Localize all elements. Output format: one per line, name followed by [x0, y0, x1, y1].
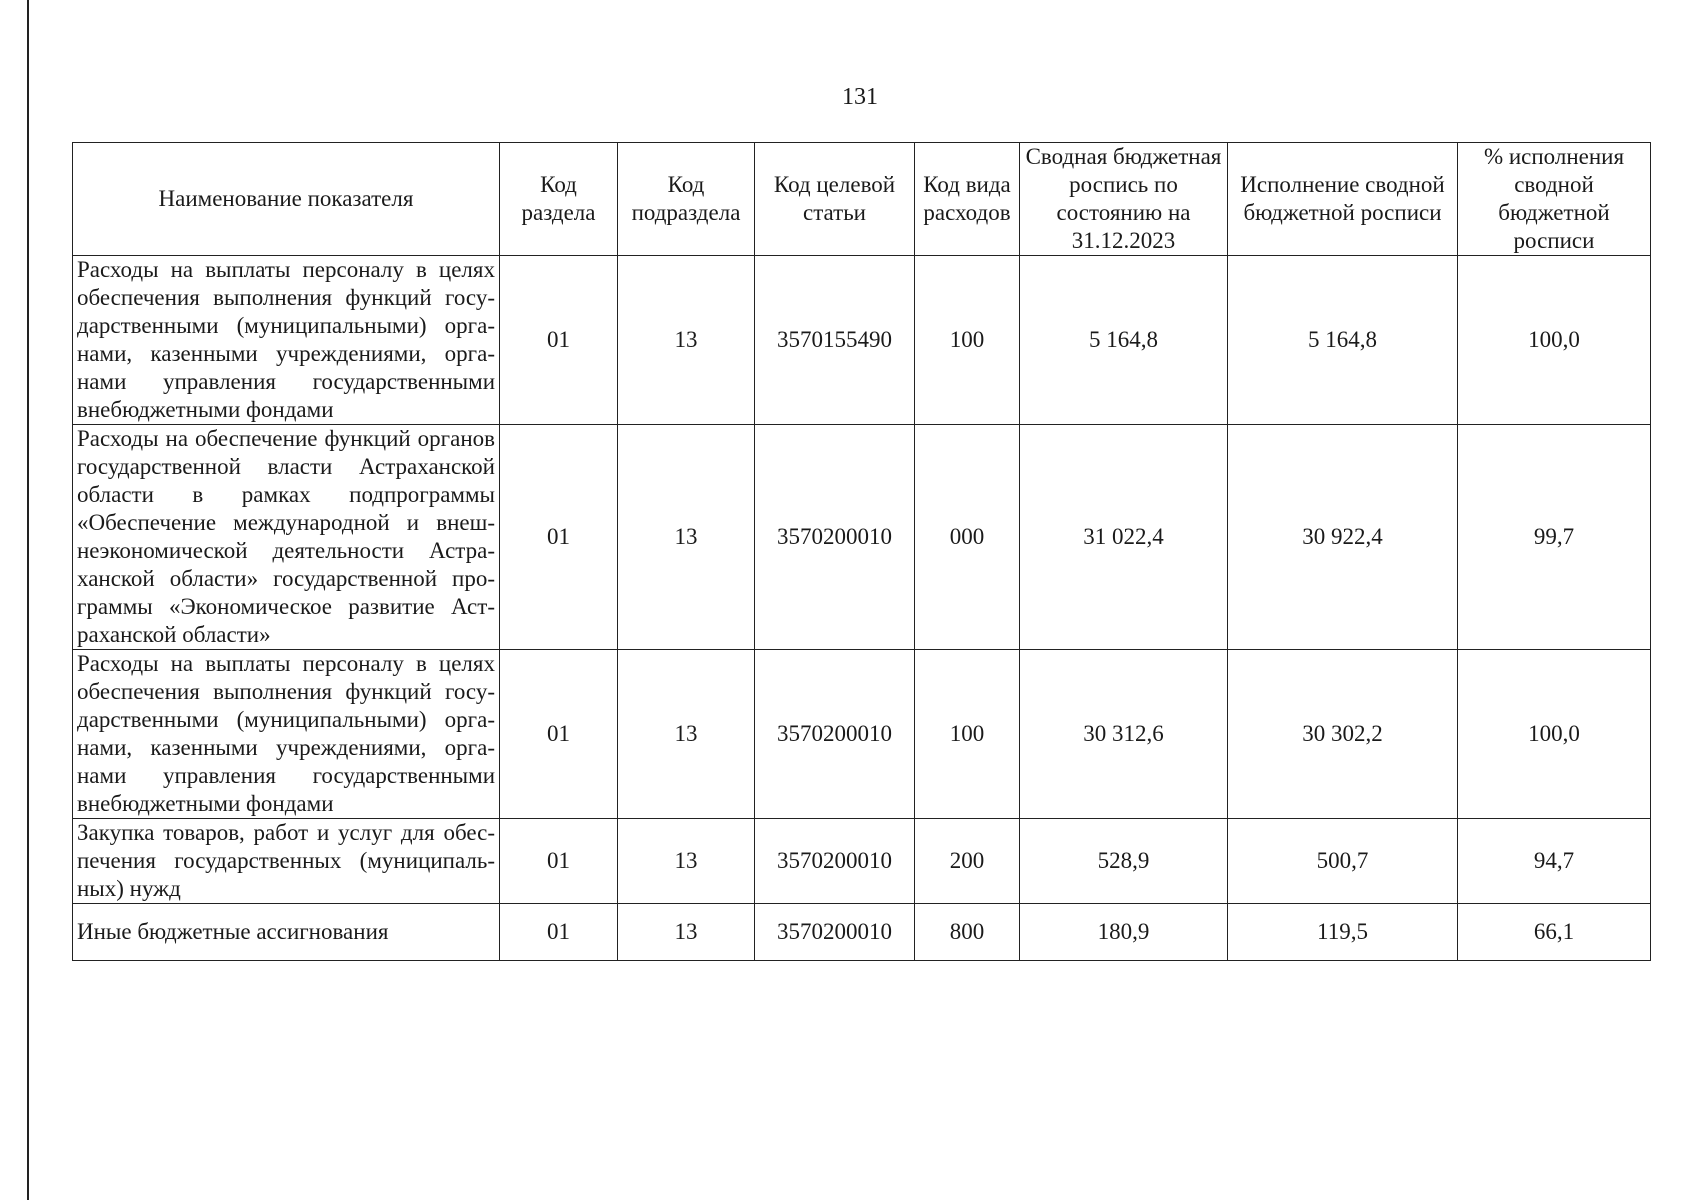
header-indicator-name: Наименование показателя: [73, 143, 500, 256]
table-header: [73, 143, 1651, 256]
row-budget-execution: 30 302,2: [1228, 650, 1458, 819]
header-budget-plan: Сводная бюджетная роспись по состоянию на 31.12.2023: [1020, 143, 1228, 256]
row-target-code: 3570200010: [755, 904, 915, 961]
row-budget-execution: 5 164,8: [1228, 256, 1458, 425]
header-target-code: Код целевой статьи: [755, 143, 915, 256]
row-budget-plan: 180,9: [1020, 904, 1228, 961]
row-indicator-name: Закупка товаров, работ и услуг для обеспечения государственных (муниципальных) нужд: [73, 819, 500, 904]
table-row: [73, 650, 1651, 819]
row-budget-plan: 31 022,4: [1020, 425, 1228, 650]
row-execution-percent: 94,7: [1458, 819, 1651, 904]
row-subsection-code: 13: [618, 650, 755, 819]
budget-execution-table: [72, 142, 1651, 961]
row-indicator-name: Расходы на выплаты персоналу в целях обеспечения выполнения функций государственными (муниципальными) органами, казенными учреждениями, органами управления государственными внебюджетными фондами: [73, 650, 500, 819]
row-target-code: 3570200010: [755, 425, 915, 650]
table-row: [73, 256, 1651, 425]
row-target-code: 3570200010: [755, 819, 915, 904]
row-execution-percent: 99,7: [1458, 425, 1651, 650]
header-expense-kind-code: Код вида расходов: [915, 143, 1020, 256]
row-budget-plan: 30 312,6: [1020, 650, 1228, 819]
row-target-code: 3570200010: [755, 650, 915, 819]
row-indicator-name: Расходы на выплаты персоналу в целях обеспечения выполнения функций государственными (муниципальными) органами, казенными учреждениями, органами управления государственными внебюджетными фондами: [73, 256, 500, 425]
header-section-code: Код раздела: [500, 143, 618, 256]
page-number: 131: [842, 84, 878, 110]
row-expense-kind-code: 200: [915, 819, 1020, 904]
page-margin-line: [27, 0, 29, 1200]
row-subsection-code: 13: [618, 256, 755, 425]
row-section-code: 01: [500, 819, 618, 904]
row-section-code: 01: [500, 256, 618, 425]
header-subsection-code: Код подраздела: [618, 143, 755, 256]
table-row: [73, 819, 1651, 904]
row-section-code: 01: [500, 425, 618, 650]
row-indicator-name: Расходы на обеспечение функций органов государственной власти Астраханской области в рамках подпрограммы «Обеспечение международной и внешнеэкономической деятельности Астраханской области» государственной программы «Экономическое развитие Астраханской области»: [73, 425, 500, 650]
row-subsection-code: 13: [618, 904, 755, 961]
row-section-code: 01: [500, 904, 618, 961]
table-body: [73, 256, 1651, 961]
header-budget-execution: Исполнение сводной бюджетной росписи: [1228, 143, 1458, 256]
row-budget-plan: 5 164,8: [1020, 256, 1228, 425]
table-row: [73, 904, 1651, 961]
row-budget-plan: 528,9: [1020, 819, 1228, 904]
row-target-code: 3570155490: [755, 256, 915, 425]
row-execution-percent: 100,0: [1458, 256, 1651, 425]
row-expense-kind-code: 000: [915, 425, 1020, 650]
row-execution-percent: 66,1: [1458, 904, 1651, 961]
row-budget-execution: 119,5: [1228, 904, 1458, 961]
table-row: [73, 425, 1651, 650]
row-indicator-name: Иные бюджетные ассигнования: [73, 904, 500, 961]
row-budget-execution: 500,7: [1228, 819, 1458, 904]
table-header-row: [73, 143, 1651, 256]
row-subsection-code: 13: [618, 425, 755, 650]
row-budget-execution: 30 922,4: [1228, 425, 1458, 650]
row-expense-kind-code: 100: [915, 256, 1020, 425]
row-subsection-code: 13: [618, 819, 755, 904]
row-expense-kind-code: 100: [915, 650, 1020, 819]
header-execution-percent: % исполнения сводной бюджетной росписи: [1458, 143, 1651, 256]
row-section-code: 01: [500, 650, 618, 819]
row-expense-kind-code: 800: [915, 904, 1020, 961]
row-execution-percent: 100,0: [1458, 650, 1651, 819]
